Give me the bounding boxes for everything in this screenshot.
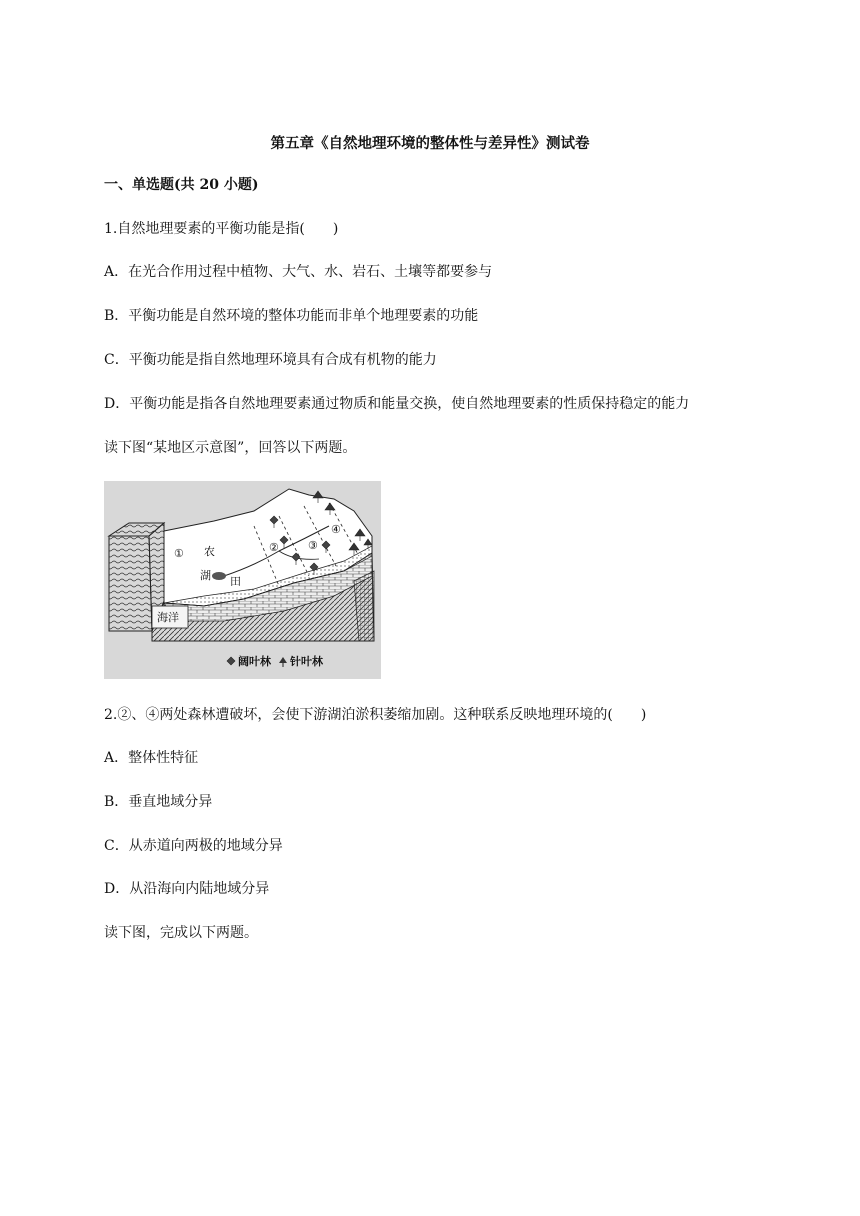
question-2-option-a: A．整体性特征: [104, 750, 199, 766]
marker-4: ④: [331, 523, 341, 536]
lake-shape: [212, 572, 226, 580]
question-2-option-d: D．从沿海向内陆地域分异: [104, 881, 270, 897]
figure-intro: 读下图“某地区示意图”，回答以下两题。: [104, 440, 357, 456]
question-2-option-c: C．从赤道向两极的地域分异: [104, 838, 283, 854]
figure-legend: [227, 654, 324, 668]
section-heading: 一、单选题(共 20 小题): [104, 177, 259, 193]
ocean-label: 海洋: [157, 611, 179, 624]
marker-2: ②: [269, 541, 279, 554]
question-1-stem: 1.自然地理要素的平衡功能是指( ): [104, 221, 339, 237]
question-1-option-a: A．在光合作用过程中植物、大气、水、岩石、土壤等都要参与: [104, 264, 493, 280]
legend-conifer: 针叶林: [290, 655, 323, 668]
marker-3: ③: [308, 539, 318, 552]
broadleaf-legend-icon: [227, 657, 235, 665]
farm-label-2: 田: [230, 575, 241, 588]
question-1-option-c: C．平衡功能是指自然地理环境具有合成有机物的能力: [104, 352, 437, 368]
next-figure-intro: 读下图，完成以下两题。: [104, 925, 258, 941]
question-2-stem: 2.②、④两处森林遭破坏，会使下游湖泊淤积萎缩加剧。这种联系反映地理环境的( ): [104, 707, 647, 723]
lake-label: 湖: [200, 569, 211, 582]
marker-1: ①: [174, 547, 184, 560]
region-diagram: [104, 481, 381, 679]
page-title: 第五章《自然地理环境的整体性与差异性》测试卷: [270, 135, 590, 152]
region-diagram-svg: [104, 481, 381, 679]
question-1-option-d: D．平衡功能是指各自然地理要素通过物质和能量交换，使自然地理要素的性质保持稳定的能力: [104, 396, 690, 412]
question-2-option-b: B．垂直地域分异: [104, 794, 213, 810]
ocean-block-front: [109, 536, 152, 631]
question-1-option-b: B．平衡功能是自然环境的整体功能而非单个地理要素的功能: [104, 308, 479, 324]
farm-label-1: 农: [204, 545, 215, 558]
legend-broadleaf: 阔叶林: [238, 655, 271, 668]
conifer-legend-icon: [279, 657, 287, 663]
